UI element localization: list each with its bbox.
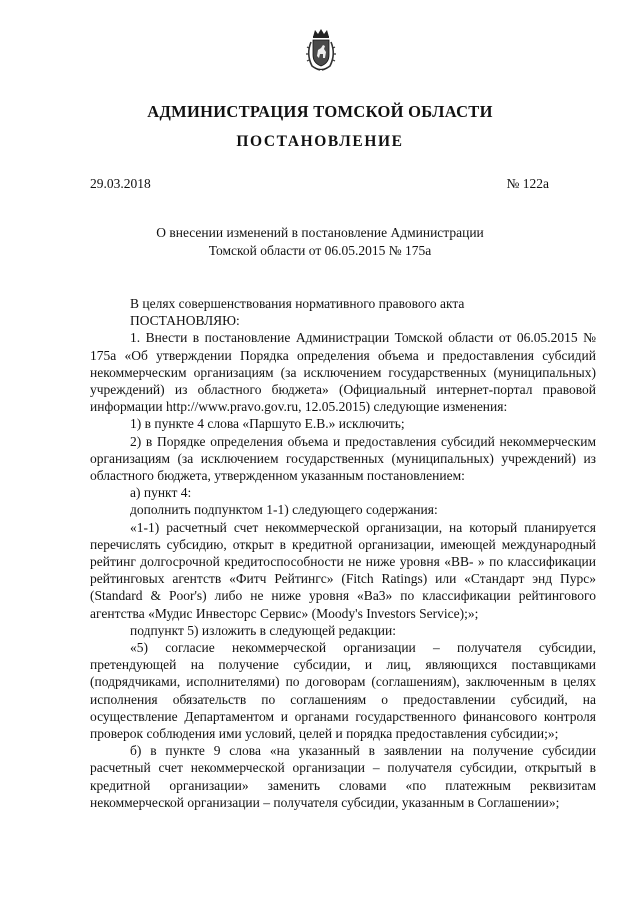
body-paragraph: ПОСТАНОВЛЯЮ: [130, 313, 240, 329]
document-subject [0, 224, 640, 260]
body-paragraph: подпункт 5) изложить в следующей редакции: [130, 622, 397, 638]
document-number: № 122а [506, 176, 549, 191]
body-paragraph: дополнить подпунктом 1-1) следующего содержания: [130, 502, 438, 518]
body-paragraph: В целях совершенствования нормативного правового акта [130, 296, 465, 311]
subject-line: Томской области от 06.05.2015 № 175а [208, 243, 432, 258]
organization-title: АДМИНИСТРАЦИЯ ТОМСКОЙ ОБЛАСТИ [147, 102, 493, 121]
body-paragraph: 2) в Порядке определения объема и предоставления субсидий некоммерческим организациям (за исключением государственных (муниципальных) учреждений) из областного бюджета, утвержденном указанным постановлением: [90, 433, 596, 484]
subject-line: О внесении изменений в постановление Администрации [156, 225, 484, 240]
body-paragraph: б) в пункте 9 слова «на указанный в заявлении на получение субсидии расчетный счет некоммерческой организации – получателя субсидии, открытый в кредитной организации» заменить словами «по платежным реквизитам некоммерческой организации – получателя субсидии, указанным в Соглашении»; [90, 743, 596, 810]
body-paragraph: «5) согласие некоммерческой организации – получателя субсидии, претендующей на получение субсидии, и лиц, являющихся поставщиками (подрядчиками, исполнителями) по договорам (соглашениям), заключенным в целях исполнения обязательств по соглашениям о предоставлении субсидий, на осуществление Департаментом и органами государственного финансового контроля проверок соблюдения ими условий, целей и порядка предоставления субсидии;»; [90, 640, 596, 742]
document-date: 29.03.2018 [90, 176, 151, 191]
body-paragraph: а) пункт 4: [130, 485, 192, 501]
document-body [90, 295, 596, 811]
coat-of-arms-icon [304, 28, 338, 72]
document-type: ПОСТАНОВЛЕНИЕ [236, 133, 404, 150]
body-paragraph: «1-1) расчетный счет некоммерческой организации, на который планируется перечислять субсидию, открыт в кредитной организации, имеющей международный рейтинг долгосрочной кредитоспособности не ниже уровня «ВВ- » по классификации рейтинговых агентств «Фитч Рейтингс» (Fitch Ratings) или «Стандарт энд Пурс» (Standard & Poor's) либо не ниже уровня «Ва3» по классификации рейтингового агентства «Мудис Инвесторс Сервис» (Moody's Investors Service);»; [90, 519, 596, 621]
body-paragraph: 1) в пункте 4 слова «Паршуто Е.В.» исключить; [130, 416, 405, 432]
body-paragraph: 1. Внести в постановление Администрации Томской области от 06.05.2015 № 175а «Об утверждении Порядка определения объема и предоставления субсидий некоммерческим организациям (за исключением государственных (муниципальных) учреждений) из областного бюджета» (Официальный интернет-портал правовой информации http://www.pravo.gov.ru, 12.05.2015) следующие изменения: [90, 330, 596, 415]
